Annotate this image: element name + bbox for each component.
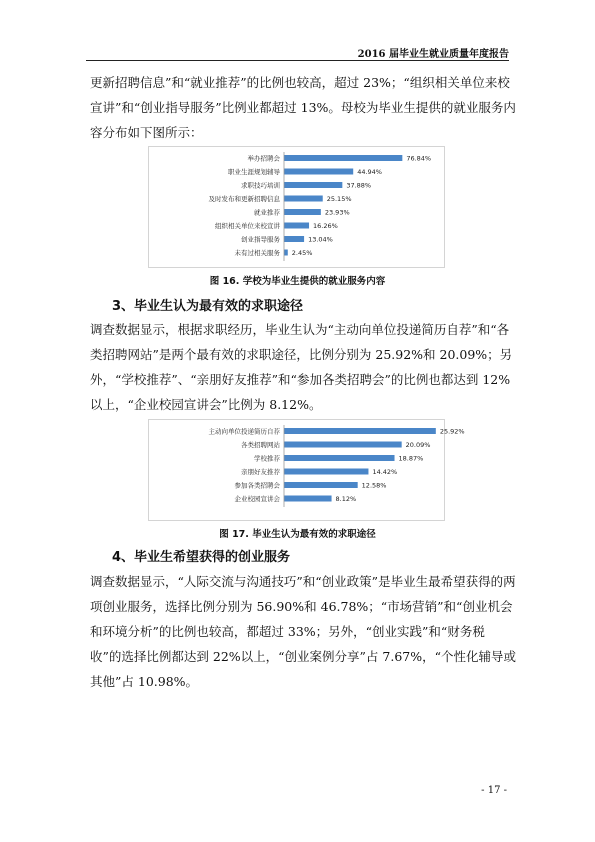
category-label: 职业生涯规划辅导 — [228, 168, 280, 176]
page-header — [86, 40, 509, 61]
category-label: 举办招聘会 — [247, 154, 280, 163]
category-label: 各类招聘网站 — [241, 441, 280, 449]
bar — [284, 169, 353, 175]
paragraph-2: 调查数据显示，根据求职经历，毕业生认为“主动向单位投递简历自荐”和“各类招聘网站”是两个最有效的求职途径，比例分别为 25.92%和 20.09%；另外，“学校推荐”、“亲朋好友推荐”和“参加各类招聘会”的比例也都达到 12%以上，“企业校园宣讲会”比例为 8.12%。 — [90, 322, 513, 412]
header-title: 2016 届毕业生就业质量年度报告 — [357, 49, 509, 60]
value-label: 23.93% — [324, 208, 350, 217]
bar — [284, 223, 309, 229]
value-label: 20.09% — [405, 441, 431, 449]
category-label: 未有过相关服务 — [234, 249, 280, 257]
category-label: 创业指导服务 — [241, 235, 280, 244]
paragraph-3: 调查数据显示，“人际交流与沟通技巧”和“创业政策”是毕业生最希望获得的两项创业服务，选择比例分别为 56.90%和 46.78%；“市场营销”和“创业机会和环境分析”的比例也较高，都超过 33%；另外，“创业实践”和“财务税收”的选择比例都达到 22%以上，“创业案例分享”占 7.67%，“个性化辅导或其他”占 10.98%。 — [90, 574, 517, 689]
bar — [284, 155, 402, 161]
category-label: 及时发布和更新招聘信息 — [208, 195, 280, 203]
bar — [284, 469, 368, 475]
value-label: 18.87% — [398, 454, 424, 463]
bar — [284, 455, 395, 461]
value-label: 44.94% — [357, 168, 383, 176]
bar — [284, 442, 402, 448]
category-label: 求职技巧培训 — [241, 181, 280, 190]
value-label: 16.26% — [313, 222, 338, 230]
section-heading-3: 3、毕业生认为最有效的求职途径 — [112, 299, 304, 314]
bar — [284, 209, 321, 215]
bar — [284, 236, 304, 242]
bar — [284, 250, 288, 256]
category-label: 主动向单位投递简历自荐 — [208, 427, 280, 436]
category-label: 参加各类招聘会 — [234, 481, 280, 490]
chart-2-frame — [148, 419, 465, 521]
paragraph-1: 更新招聘信息”和“就业推荐”的比例也较高，超过 23%；“组织相关单位来校宣讲”和“创业指导服务”比例业都超过 13%。母校为毕业生提供的就业服务内容分布如下图所示： — [90, 75, 516, 140]
category-label: 学校推荐 — [254, 454, 280, 463]
category-label: 就业推荐 — [254, 208, 280, 217]
bar — [284, 196, 323, 202]
chart-2 — [149, 420, 465, 520]
bar — [284, 428, 436, 434]
page-number: - 17 - — [481, 785, 507, 796]
caption-1: 图 16. 学校为毕业生提供的就业服务内容 — [209, 276, 386, 287]
section-heading-4: 4、毕业生希望获得的创业服务 — [112, 550, 291, 565]
value-label: 76.84% — [406, 154, 432, 163]
value-label: 14.42% — [372, 468, 398, 476]
category-label: 组织相关单位来校宣讲 — [215, 222, 280, 230]
value-label: 8.12% — [335, 495, 357, 503]
bar — [284, 182, 342, 188]
value-label: 25.92% — [439, 427, 465, 436]
chart-1-frame — [148, 146, 445, 268]
value-label: 2.45% — [291, 249, 313, 257]
category-label: 企业校园宣讲会 — [234, 495, 280, 503]
value-label: 12.58% — [361, 481, 387, 490]
bar — [284, 482, 358, 488]
chart-1 — [149, 147, 444, 267]
value-label: 13.04% — [308, 235, 333, 244]
value-label: 25.15% — [326, 195, 352, 203]
value-label: 37.88% — [346, 181, 372, 190]
bar — [284, 496, 332, 502]
caption-2: 图 17. 毕业生认为最有效的求职途径 — [219, 529, 376, 540]
category-label: 亲朋好友推荐 — [241, 468, 280, 476]
